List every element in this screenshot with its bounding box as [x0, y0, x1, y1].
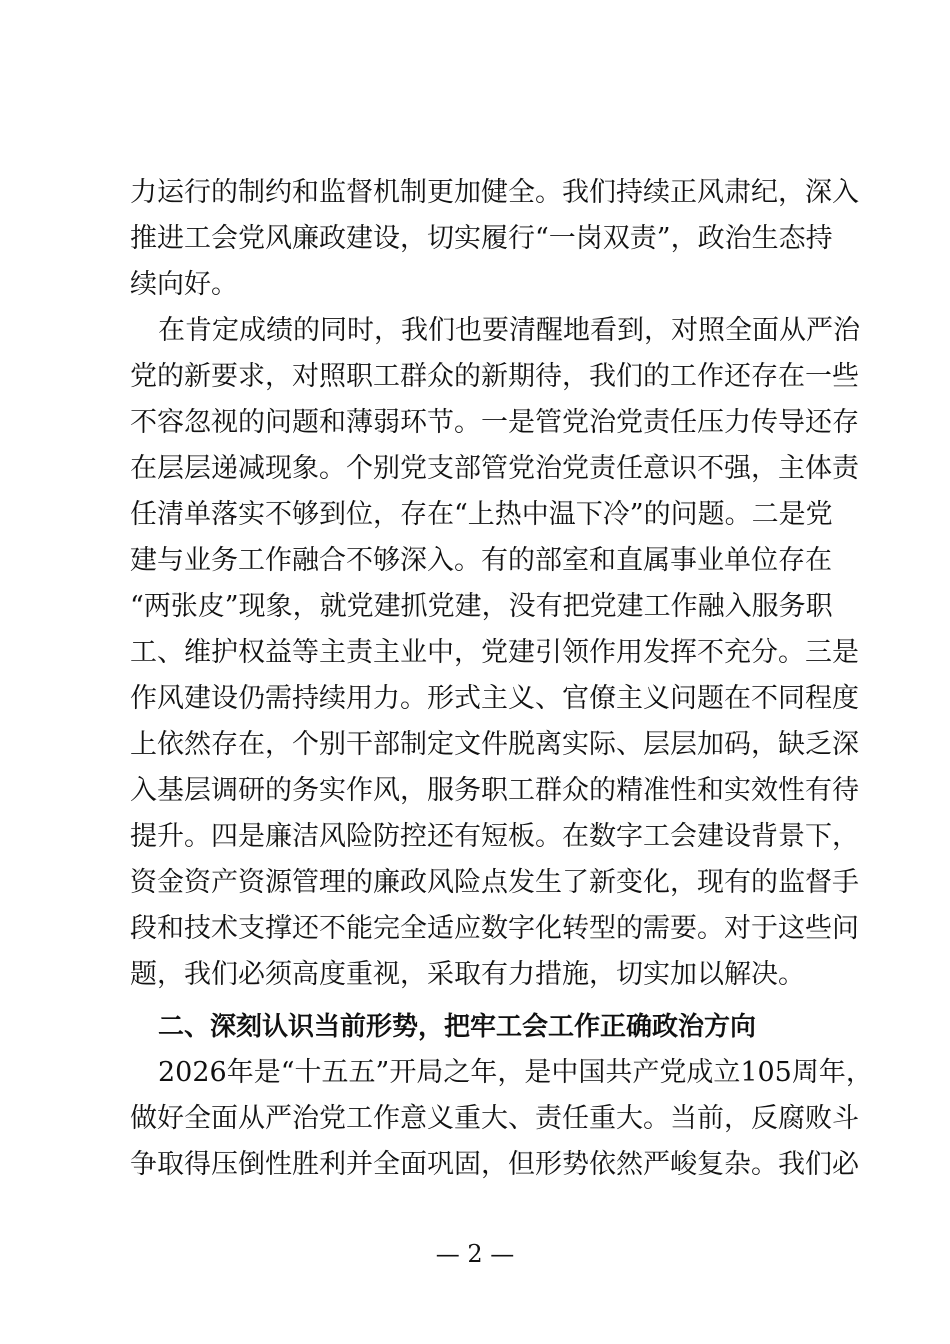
text-line: 在层层递减现象。个别党支部管党治党责任意识不强，主体责	[130, 453, 859, 484]
text-line: 2026年是“十五五”开局之年，是中国共产党成立105周年，	[158, 1057, 873, 1088]
text-line: 不容忽视的问题和薄弱环节。一是管党治党责任压力传导还存	[130, 407, 859, 438]
section-heading: 二、深刻认识当前形势，把牢工会工作正确政治方向	[158, 1012, 757, 1042]
text-line: 提升。四是廉洁风险防控还有短板。在数字工会建设背景下，	[130, 821, 859, 852]
text-line: 做好全面从严治党工作意义重大、责任重大。当前，反腐败斗	[130, 1103, 859, 1134]
paragraph-continuation	[130, 170, 859, 308]
text-line: 资金资产资源管理的廉政风险点发生了新变化，现有的监督手	[130, 867, 859, 898]
text-line: 推进工会党风廉政建设，切实履行“一岗双责”，政治生态持	[130, 223, 833, 254]
text-line: 力运行的制约和监督机制更加健全。我们持续正风肃纪，深入	[130, 177, 859, 208]
text-line: 作风建设仍需持续用力。形式主义、官僚主义问题在不同程度	[130, 683, 859, 714]
text-line: “两张皮”现象，就党建抓党建，没有把党建工作融入服务职	[130, 591, 833, 622]
text-line: 题，我们必须高度重视，采取有力措施，切实加以解决。	[130, 959, 805, 990]
text-line: 工、维护权益等主责主业中，党建引领作用发挥不充分。三是	[130, 637, 859, 668]
text-line: 入基层调研的务实作风，服务职工群众的精准性和实效性有待	[130, 775, 859, 806]
page-number: — 2 —	[435, 1240, 515, 1268]
text-line: 续向好。	[130, 269, 238, 300]
text-line: 上依然存在，个别干部制定文件脱离实际、层层加码，缺乏深	[130, 729, 859, 760]
text-line: 争取得压倒性胜利并全面巩固，但形势依然严峻复杂。我们必	[130, 1149, 859, 1180]
paragraph-problems	[130, 308, 860, 998]
paragraph-situation	[130, 1050, 873, 1188]
text-line: 建与业务工作融合不够深入。有的部室和直属事业单位存在	[130, 545, 832, 576]
text-line: 在肯定成绩的同时，我们也要清醒地看到，对照全面从严治	[158, 315, 860, 346]
text-line: 党的新要求，对照职工群众的新期待，我们的工作还存在一些	[130, 361, 859, 392]
text-line: 任清单落实不够到位，存在“上热中温下冷”的问题。二是党	[130, 499, 833, 530]
text-line: 段和技术支撑还不能完全适应数字化转型的需要。对于这些问	[130, 913, 859, 944]
